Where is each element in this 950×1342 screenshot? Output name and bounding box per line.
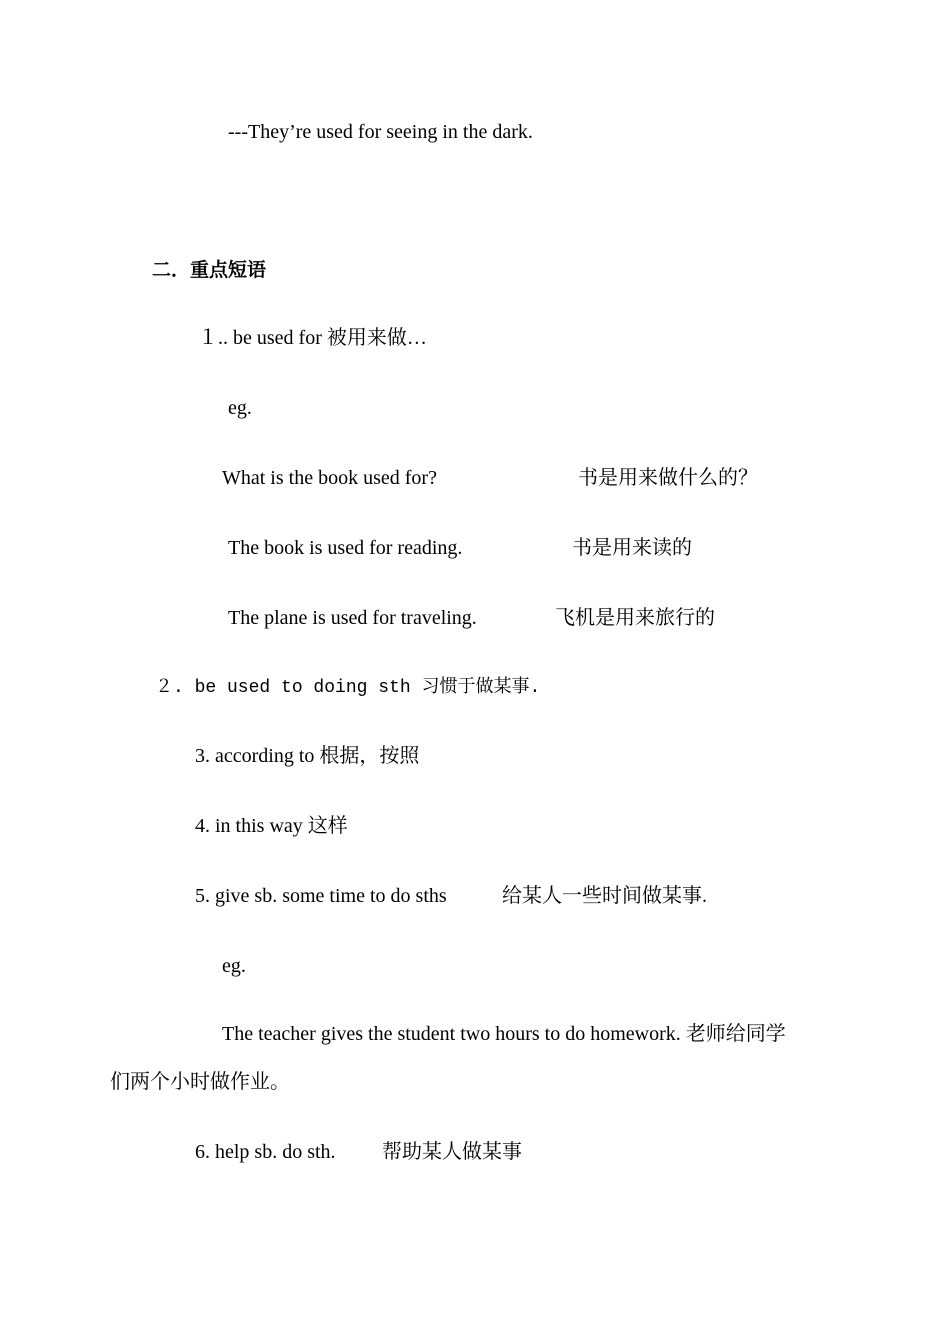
example-5-line-2: 们两个小时做作业。: [110, 1071, 290, 1093]
phrase-item-4: 4. in this way 这样: [195, 815, 348, 837]
example-5-line-1: The teacher gives the student two hours to do homework. 老师给同学: [222, 1023, 786, 1045]
phrase-item-6-zh: 帮助某人做某事: [382, 1141, 522, 1163]
example-3-en: The plane is used for traveling.: [228, 607, 477, 629]
eg-label-5: eg.: [222, 955, 246, 977]
phrase-item-2: ２. be used to doing sth 习惯于做某事.: [155, 678, 541, 698]
phrase-item-5-en: 5. give sb. some time to do sths: [195, 885, 447, 907]
example-1-zh: 书是用来做什么的？: [578, 467, 758, 489]
phrase-item-3: 3. according to 根据，按照: [195, 745, 420, 767]
phrase-item-5-zh: 给某人一些时间做某事.: [502, 885, 707, 907]
eg-label-1: eg.: [228, 397, 252, 419]
example-2-zh: 书是用来读的: [572, 537, 692, 559]
section-heading: 二．重点短语: [152, 259, 267, 281]
example-1-en: What is the book used for?: [222, 467, 437, 489]
dialog-answer: ---They’re used for seeing in the dark.: [228, 121, 533, 143]
example-2-en: The book is used for reading.: [228, 537, 463, 559]
phrase-item-6-en: 6. help sb. do sth.: [195, 1141, 336, 1163]
phrase-item-1: １.. be used for 被用来做…: [198, 327, 427, 349]
example-3-zh: 飞机是用来旅行的: [555, 607, 715, 629]
